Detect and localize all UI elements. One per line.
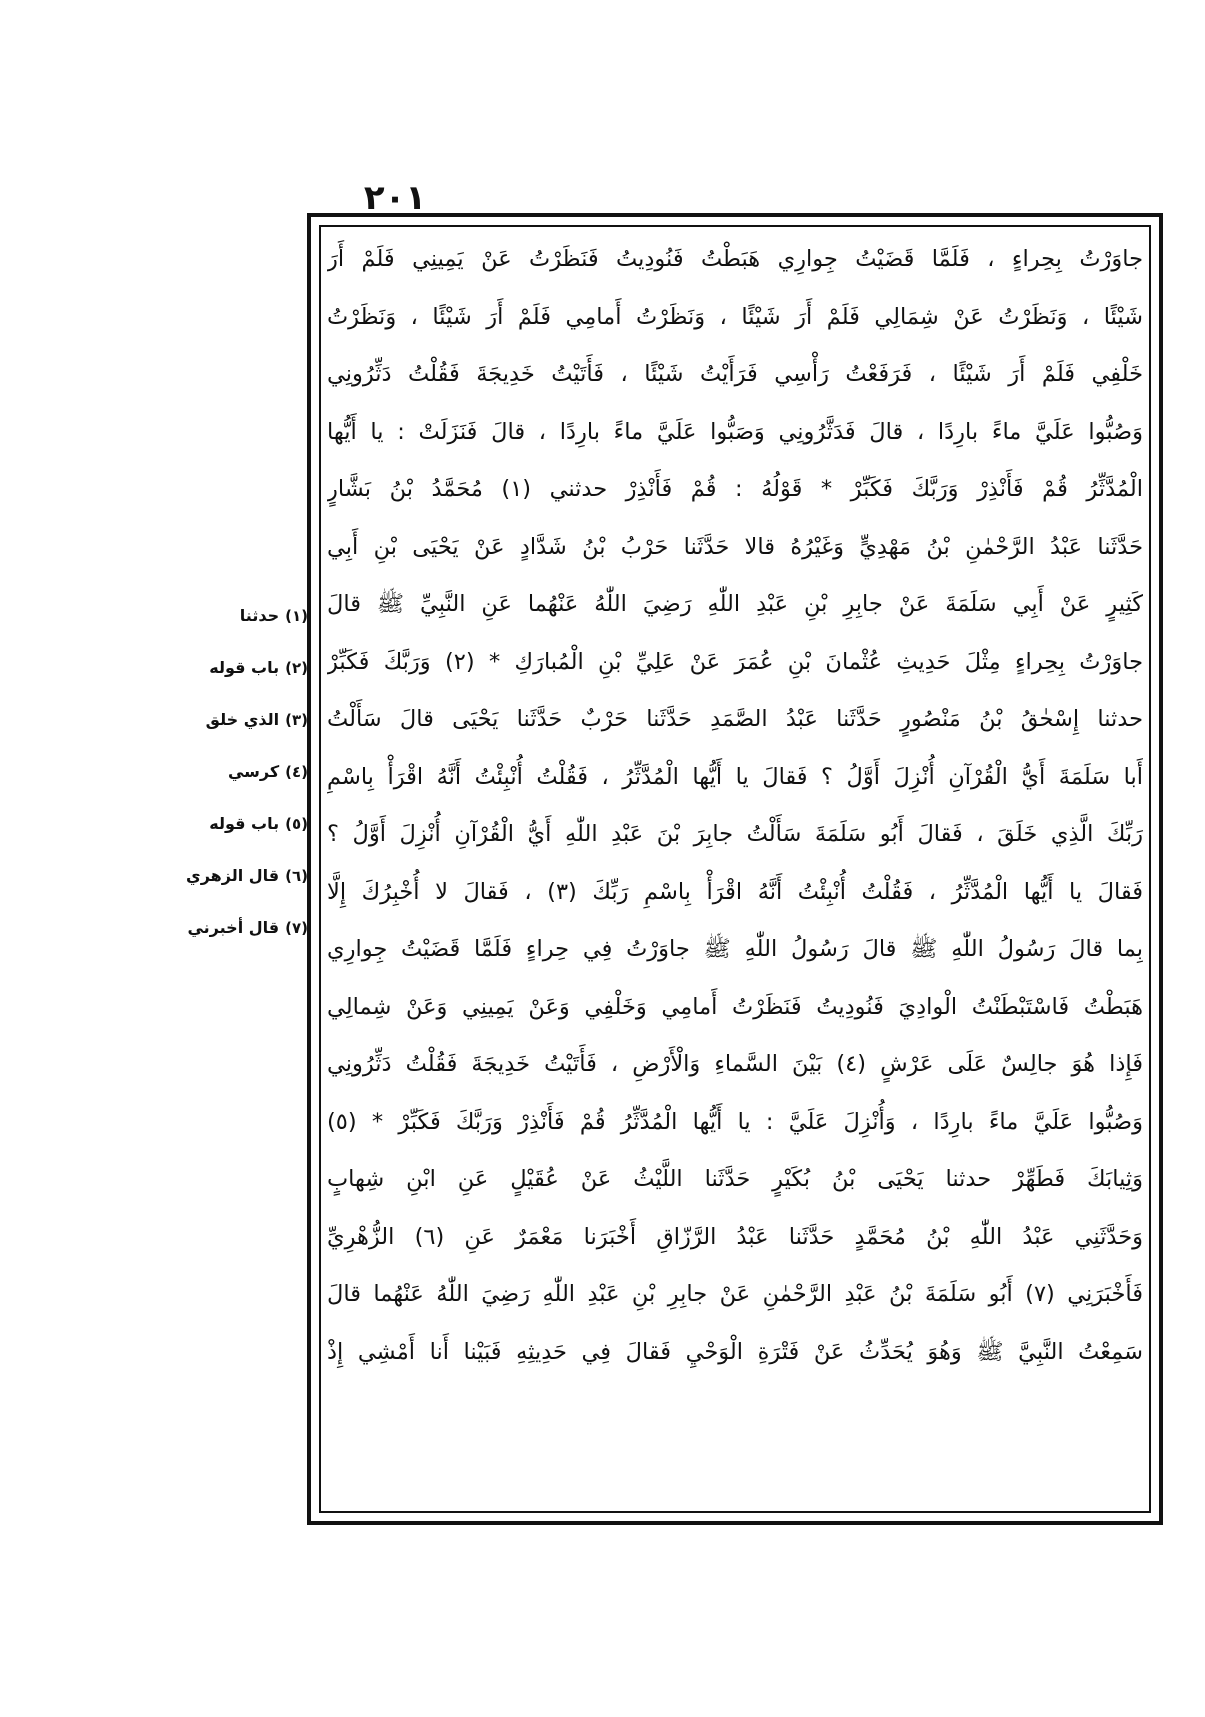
text-line: خَلْفِي فَلَمْ أَرَ شَيْئًا ، فَرَفَعْتُ رَأْسِي فَرَأَيْتُ شَيْئًا ، فَأَتَيْتُ خَدِيجَةَ فَقُلْتُ دَثِّرُونِي: [327, 361, 1143, 387]
text-line: أَبا سَلَمَةَ أَيُّ الْقُرْآنِ أُنْزِلَ أَوَّلُ ؟ فَقالَ يا أَيُّها الْمُدَّثِّرُ ، فَقُلْتُ أُنْبِئْتُ أَنَّهُ اقْرَأْ بِاسْمِ: [327, 763, 1143, 790]
margin-note-text: باب قوله: [209, 814, 280, 833]
margin-note-number: (١): [285, 607, 308, 625]
text-line: فَإِذا هُوَ جالِسٌ عَلَى عَرْشٍ (٤) بَيْنَ السَّماءِ وَالْأَرْضِ ، فَأَتَيْتُ خَدِيجَةَ فَقُلْتُ دَثِّرُونِي: [327, 1051, 1143, 1077]
margin-note-text: حدثنا: [239, 606, 280, 625]
text-line: وَحَدَّثَنِي عَبْدُ اللّٰهِ بْنُ مُحَمَّدٍ حَدَّثَنا عَبْدُ الرَّزّاقِ أَخْبَرَنا مَعْمَرٌ عَنِ (٦) الزُّهْرِيِّ: [327, 1223, 1143, 1250]
text-frame: [307, 213, 1163, 1525]
margin-note: [196, 798, 308, 850]
text-line: هَبَطْتُ فَاسْتَبْطَنْتُ الْوادِيَ فَنُودِيتُ فَنَظَرْتُ أَمامِي وَخَلْفِي وَعَنْ يَمِينِي وَعَنْ شِمالِي: [327, 993, 1143, 1020]
margin-note-text: قال الزهري: [186, 866, 280, 885]
margin-note: [196, 590, 308, 642]
margin-note-number: (٢): [285, 659, 308, 677]
page-number: ٢٠١: [363, 178, 427, 218]
text-line: بِما قالَ رَسُولُ اللّٰهِ ﷺ قالَ رَسُولُ اللّٰهِ ﷺ جاوَرْتُ فِي حِراءٍ فَلَمَّا قَضَيْتُ جِوارِي: [327, 936, 1143, 962]
margin-note-text: باب قوله: [209, 658, 280, 677]
margin-note: [196, 642, 308, 694]
text-line: وَصُبُّوا عَلَيَّ ماءً بارِدًا ، وَأُنْزِلَ عَلَيَّ : يا أَيُّها الْمُدَّثِّرُ قُمْ فَأَنْذِرْ وَرَبَّكَ فَكَبِّرْ * (٥): [327, 1108, 1143, 1135]
text-line: جاوَرْتُ بِحِراءٍ ، فَلَمَّا قَضَيْتُ جِوارِي هَبَطْتُ فَنُودِيتُ فَنَظَرْتُ عَنْ يَمِينِي فَلَمْ أَرَ: [327, 246, 1143, 272]
text-line: وَصُبُّوا عَلَيَّ ماءً بارِدًا ، قالَ فَدَثَّرُونِي وَصَبُّوا عَلَيَّ ماءً بارِدًا ، قالَ فَنَزَلَتْ : يا أَيُّها: [327, 418, 1143, 445]
text-line: سَمِعْتُ النَّبِيَّ ﷺ وَهُوَ يُحَدِّثُ عَنْ فَتْرَةِ الْوَحْيِ فَقالَ فِي حَدِيثِهِ فَبَيْنا أَنا أَمْشِي إِذْ: [327, 1338, 1143, 1365]
text-line: وَثِيابَكَ فَطَهِّرْ حدثنا يَحْيَى بْنُ بُكَيْرٍ حَدَّثَنا اللَّيْثُ عَنْ عُقَيْلٍ عَنِ ابْنِ شِهابٍ: [327, 1166, 1143, 1192]
margin-note: [196, 694, 308, 746]
main-text: [327, 231, 1143, 1507]
text-line: رَبِّكَ الَّذِي خَلَقَ ، فَقالَ أَبُو سَلَمَةَ سَأَلْتُ جابِرَ بْنَ عَبْدِ اللّٰهِ أَيُّ الْقُرْآنِ أُنْزِلَ أَوَّلُ ؟: [327, 821, 1143, 847]
text-line: شَيْئًا ، وَنَظَرْتُ عَنْ شِمَالِي فَلَمْ أَرَ شَيْئًا ، وَنَظَرْتُ أَمامِي فَلَمْ أَرَ شَيْئًا ، وَنَظَرْتُ: [327, 303, 1143, 330]
margin-notes: [186, 590, 308, 954]
margin-note: [186, 850, 308, 902]
margin-note-text: الذي خلق: [205, 710, 280, 729]
text-line: فَقالَ يا أَيُّها الْمُدَّثِّرُ ، فَقُلْتُ أُنْبِئْتُ أَنَّهُ اقْرَأْ بِاسْمِ رَبِّكَ (٣) ، فَقالَ لا أُخْبِرُكَ إِلَّا: [327, 878, 1143, 905]
margin-note: [196, 746, 308, 798]
margin-note-number: (٥): [285, 815, 308, 833]
text-line: كَثِيرٍ عَنْ أَبِي سَلَمَةَ عَنْ جابِرِ بْنِ عَبْدِ اللّٰهِ رَضِيَ اللّٰهُ عَنْهُما عَنِ النَّبِيِّ ﷺ قالَ: [327, 591, 1143, 617]
text-line: الْمُدَّثِّرُ قُمْ فَأَنْذِرْ وَرَبَّكَ فَكَبِّرْ * قَوْلُهُ : قُمْ فَأَنْذِرْ حدثني (١) مُحَمَّدُ بْنُ بَشَّارٍ: [327, 476, 1143, 502]
margin-note-number: (٣): [285, 711, 308, 729]
margin-note-number: (٤): [285, 763, 308, 781]
text-line: فَأَخْبَرَنِي (٧) أَبُو سَلَمَةَ بْنُ عَبْدِ الرَّحْمٰنِ عَنْ جابِرِ بْنِ عَبْدِ اللّٰهِ رَضِيَ اللّٰهُ عَنْهُما قالَ: [327, 1281, 1143, 1307]
margin-note-number: (٧): [285, 919, 308, 937]
margin-note-number: (٦): [285, 867, 308, 885]
margin-note-text: قال أخبرني: [187, 918, 280, 937]
text-line: حدثنا إِسْحٰقُ بْنُ مَنْصُورٍ حَدَّثَنا عَبْدُ الصَّمَدِ حَدَّثَنا حَرْبٌ حَدَّثَنا يَحْيَى قالَ سَأَلْتُ: [327, 706, 1143, 732]
text-line: جاوَرْتُ بِحِراءٍ مِثْلَ حَدِيثِ عُثْمانَ بْنِ عُمَرَ عَنْ عَلِيِّ بْنِ الْمُبارَكِ * (٢) وَرَبَّكَ فَكَبِّرْ: [327, 648, 1143, 675]
margin-note: [187, 902, 308, 954]
margin-note-text: كرسي: [227, 762, 280, 781]
text-line: حَدَّثَنا عَبْدُ الرَّحْمٰنِ بْنُ مَهْدِيٍّ وَغَيْرُهُ قالا حَدَّثَنا حَرْبُ بْنُ شَدَّادٍ عَنْ يَحْيَى بْنِ أَبِي: [327, 533, 1143, 560]
